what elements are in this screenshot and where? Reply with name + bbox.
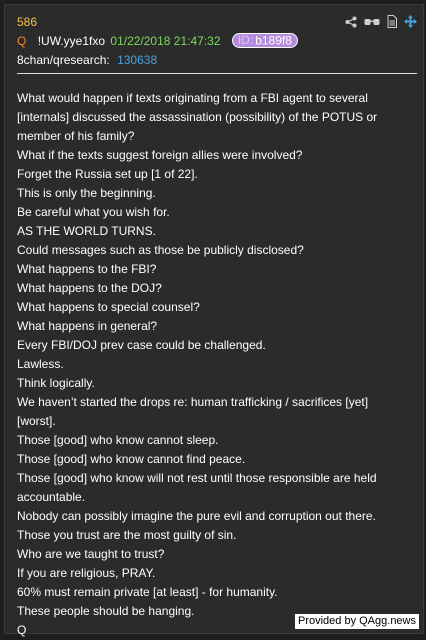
post-line: What happens to the FBI? [17, 262, 157, 276]
post-line: We haven’t started the drops re: human trafficking / sacrifices [yet] [worst]. [17, 395, 369, 428]
provider-credit[interactable]: Provided by QAgg.news [295, 614, 419, 629]
tripcode: !UW.yye1fxo [37, 33, 106, 48]
header-divider [17, 73, 417, 74]
poster-id-label: ID: [237, 33, 254, 48]
post-line: Lawless. [17, 357, 64, 371]
author-name: Q [17, 33, 27, 48]
post-line: Could messages such as those be publicly disclosed? [17, 243, 304, 257]
post-line: These people should be hanging. [17, 604, 195, 618]
post-line: What happens to special counsel? [17, 300, 200, 314]
post-line: Those [good] who know cannot sleep. [17, 433, 219, 447]
glasses-icon[interactable] [364, 16, 380, 28]
post-line: This is only the beginning. [17, 186, 156, 200]
post-line: Q [17, 623, 27, 637]
post-number[interactable]: 586 [17, 15, 38, 29]
post-line: AS THE WORLD TURNS. [17, 224, 156, 238]
post-line: Those [good] who know will not rest until those responsible are held accountable. [17, 471, 377, 504]
post-line: What happens to the DOJ? [17, 281, 162, 295]
thread-link[interactable]: 130638 [117, 53, 158, 67]
post-line: Forget the Russia set up [1 of 22]. [17, 167, 198, 181]
poster-id-value: b189f8 [255, 33, 292, 48]
share-icon[interactable] [345, 16, 357, 28]
post-line: Those you trust are the most guilty of sin. [17, 528, 237, 542]
post-meta [17, 33, 417, 53]
document-icon[interactable] [387, 15, 397, 28]
poster-id-badge[interactable] [232, 33, 298, 48]
post-line: Be careful what you wish for. [17, 205, 170, 219]
post-line: Nobody can possibly imagine the pure evil and corruption out there. [17, 509, 376, 523]
post-line: 60% must remain private [at least] - for humanity. [17, 585, 278, 599]
post-line: Think logically. [17, 376, 95, 390]
post-line: What if the texts suggest foreign allies were involved? [17, 148, 303, 162]
post-line: Every FBI/DOJ prev case could be challenged. [17, 338, 266, 352]
post-line: What happens in general? [17, 319, 158, 333]
post-actions [345, 15, 417, 28]
post-body [17, 89, 409, 640]
board-thread [17, 53, 417, 71]
post-card [4, 4, 424, 637]
post-line: Those [good] who know cannot find peace. [17, 452, 246, 466]
post-line: If you are religious, PRAY. [17, 566, 156, 580]
post-line: Who are we taught to trust? [17, 547, 165, 561]
post-line: What would happen if texts originating from a FBI agent to several [internals] discussed the assassination (possibility) of the POTUS or member of his family? [17, 91, 378, 143]
move-icon[interactable] [404, 15, 417, 28]
post-datetime: 01/22/2018 21:47:32 [110, 33, 221, 48]
post-header [17, 13, 417, 69]
board-name: 8chan/qresearch: [17, 53, 110, 67]
